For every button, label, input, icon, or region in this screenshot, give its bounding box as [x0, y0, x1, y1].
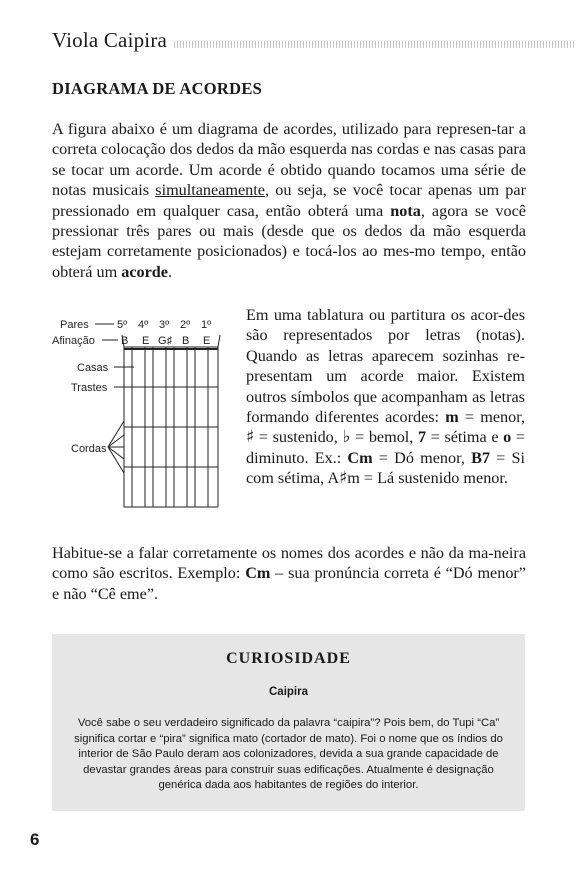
- example-chord: Cm: [347, 448, 373, 467]
- side-text: = sustenido,: [254, 428, 343, 447]
- book-title: Viola Caipira: [52, 28, 168, 52]
- habitue-text: Habitue-se a falar corretamente os nomes dos acordes e não da ma-neira como são escritos. Exemplo:: [52, 544, 526, 583]
- curiosity-title: CURIOSIDADE: [226, 650, 351, 667]
- side-text: m = Lá sustenido menor.: [347, 469, 508, 488]
- page-number: 6: [30, 830, 40, 849]
- example-chord: Cm: [245, 564, 271, 583]
- chord-symbols-paragraph: [246, 305, 525, 489]
- curiosity-box: [52, 634, 525, 811]
- side-text: = diminuto. Ex.:: [246, 428, 525, 467]
- chord-diagram: [52, 311, 232, 517]
- pair-number: 1º: [201, 319, 212, 331]
- side-text: = Si com sétima, A: [246, 448, 525, 488]
- casas-label: Casas: [77, 362, 109, 374]
- intro-underlined-word: simultaneamente: [155, 181, 265, 200]
- cordas-label: Cordas: [71, 443, 107, 455]
- side-text: = sétima e: [426, 428, 504, 447]
- tuning-note: E: [142, 335, 150, 347]
- running-header: [0, 24, 576, 56]
- habitue-text: – sua pronúncia correta é “Dó menor” e não “Cê eme”.: [52, 564, 526, 603]
- pair-number: 3º: [159, 319, 170, 331]
- intro-text: .: [167, 262, 173, 281]
- pair-number: 4º: [138, 319, 149, 331]
- intro-text: , agora se você pressionar três pares ou mais (desde que os dedos da mão esquerda estejam corretamente posicionados) e tocá-los ao mes-mo tempo, então obterá um: [52, 201, 526, 281]
- leader-line: [108, 435, 124, 447]
- leader-line: [108, 421, 124, 447]
- minor-symbol: m: [445, 408, 459, 427]
- seventh-symbol: 7: [417, 428, 427, 447]
- pronunciation-paragraph: [52, 543, 526, 604]
- afinacao-label: Afinação: [52, 335, 95, 347]
- side-text: = Dó menor,: [372, 448, 472, 467]
- tuning-note: B: [121, 335, 129, 347]
- curiosity-body: Você sabe o seu verdadeiro significado da palavra “caipira”? Pois bem, do Tupi “Ca” significa cortar e “pira” significa mato (cortador de mato). Foi o nome que os índios do interior de São Paulo deram aos colonizadores, devida a sua grande capacidade de devastar grandes áreas para construir suas edificações. Atualmente é designação genérica dada aos habitantes de regiões do interior.: [74, 717, 503, 791]
- side-text: = menor,: [458, 408, 525, 427]
- leader-line: [108, 447, 124, 473]
- intro-paragraph: [52, 119, 526, 282]
- flat-icon: ♭: [342, 427, 351, 448]
- pair-number: 5º: [117, 319, 128, 331]
- diminished-symbol: o: [503, 428, 512, 447]
- tuning-note: B: [182, 335, 190, 347]
- pair-number: 2º: [180, 319, 191, 331]
- sharp-icon: ♯: [339, 468, 348, 489]
- pares-label: Pares: [60, 319, 89, 331]
- tuning-note: G♯: [158, 335, 173, 347]
- trastes-label: Trastes: [71, 382, 108, 394]
- sharp-icon: ♯: [246, 427, 255, 448]
- tuning-note: E: [203, 335, 211, 347]
- intro-text: A figura abaixo é um diagrama de acordes, utilizado para represen-tar a correta colocação dos dedos da mão esquerda nas cordas e nas casas para se tocar um acorde. Um acorde é obtido quando tocamos uma série de notas musicais: [52, 120, 526, 200]
- curiosity-subtitle: Caipira: [269, 686, 308, 698]
- intro-bold-word: nota: [390, 201, 421, 220]
- leader-line: [108, 447, 124, 459]
- section-heading: DIAGRAMA DE ACORDES: [52, 79, 263, 98]
- header-dotted-rule: [174, 41, 576, 48]
- side-text: Em uma tablatura ou partitura os acor-des são representados por letras (notas). Quando as letras aparecem sozinhas re-presentam um acorde maior. Existem outros símbolos que acompanham as letras formando diferentes acordes:: [246, 306, 525, 427]
- side-text: = bemol,: [350, 428, 418, 447]
- intro-bold-word: acorde: [121, 262, 168, 281]
- example-chord: B7: [471, 448, 490, 467]
- intro-text: , ou seja, se você tocar apenas um par pressionado em qualquer casa, então obterá uma: [52, 181, 526, 220]
